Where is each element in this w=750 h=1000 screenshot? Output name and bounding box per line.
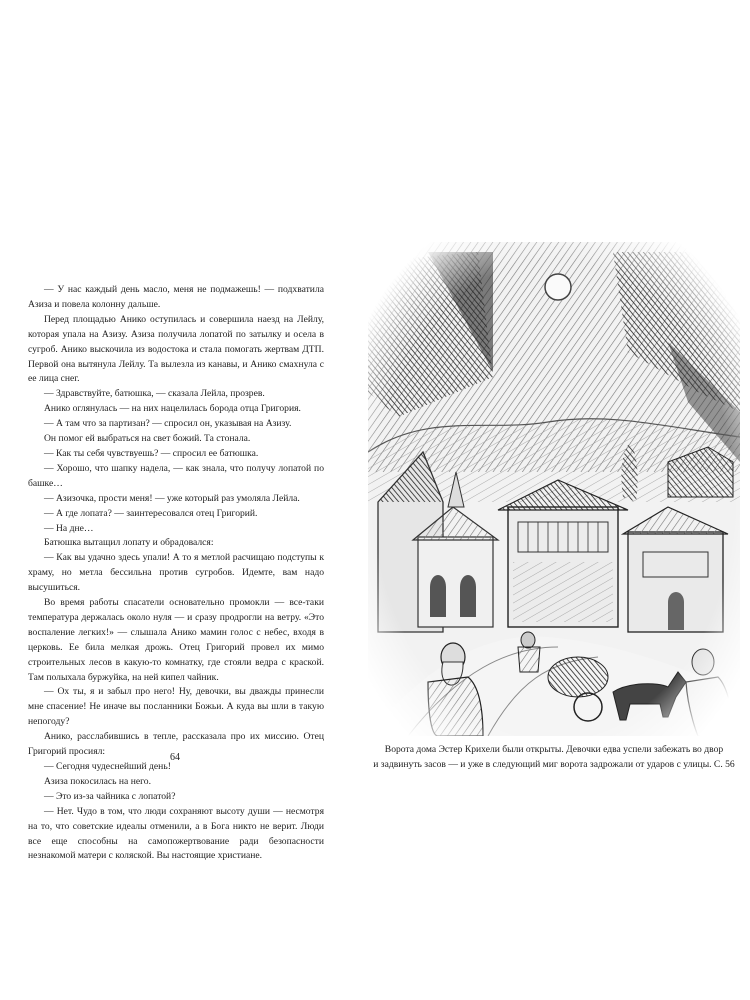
- paragraph: — Как вы удачно здесь упали! А то я метлой расчищаю подступы к храму, но метла бессильна против сугробов. Идемте, вам надо высушиться.: [28, 552, 324, 594]
- paragraph: — Ох ты, я и забыл про него! Ну, девочки, вы дважды принесли мне спасение! Не иначе вы посланники Божьи. А куда вы шли в такую непогоду?: [28, 686, 324, 728]
- paragraph: Азиза покосилась на него.: [44, 775, 151, 787]
- paragraph: — Как ты себя чувствуешь? — спросил ее батюшка.: [44, 447, 259, 459]
- paragraph: — Это из-за чайника с лопатой?: [44, 790, 176, 802]
- caption-line-2: и задвинуть засов — и уже в следующий миг ворота задрожали от ударов с улицы. С. 56: [373, 759, 735, 770]
- paragraph: — Азизочка, прости меня! — уже который раз умоляла Лейла.: [44, 492, 300, 504]
- paragraph: Во время работы спасатели основательно промокли — все-таки температура держалась около нуля — и сразу продрогли на ветру. «Это воспаление легких!» — слышала Анико мамин голос с небес, входя в церковь. Ее била мелкая дрожь. Отец Григорий провел их мимо строительных лесов в какую-то комнатку, где стояли ведра с краской. Там полыхала буржуйка, на ней кипел чайник.: [28, 597, 324, 683]
- paragraph: Анико, расслабившись в тепле, рассказала про их миссию. Отец Григорий просиял:: [28, 731, 324, 758]
- paragraph: — Здравствуйте, батюшка, — сказала Лейла, прозрев.: [44, 388, 265, 400]
- paragraph: Он помог ей выбраться на свет божий. Та стонала.: [44, 433, 251, 445]
- paragraph: — А где лопата? — заинтересовался отец Григорий.: [44, 507, 258, 519]
- paragraph: Перед площадью Анико оступилась и совершила наезд на Лейлу, которая упала на Азизу. Азиза получила лопатой по затылку и осела в сугроб. Анико выскочила из водостока и стала помогать жертвам ДТП. Первой она вытянула Лейлу. Та вылезла из канавы, и Анико смахнула с ее лица снег.: [28, 313, 324, 385]
- pencil-sketch-street-scene-icon: [368, 242, 740, 736]
- paragraph: — А там что за партизан? — спросил он, указывая на Азизу.: [44, 418, 292, 430]
- illustration-caption: [368, 742, 740, 772]
- paragraph: — У нас каждый день масло, меня не подмажешь! — подхватила Азиза и повела колонну дальше.: [28, 284, 324, 310]
- paragraph: Анико оглянулась — на них нацелилась борода отца Григория.: [44, 403, 301, 415]
- caption-line-1: Ворота дома Эстер Крихели были открыты. Девочки едва успели забежать во двор: [384, 744, 724, 755]
- paragraph: Батюшка вытащил лопату и обрадовался:: [44, 537, 214, 549]
- left-page-text: [28, 283, 324, 864]
- page-number: 64: [170, 752, 180, 763]
- paragraph: — Сегодня чудеснейший день!: [44, 761, 171, 772]
- paragraph: — Нет. Чудо в том, что люди сохраняют высоту души — несмотря на то, что советские идеалы отменили, а в Бога никто не верит. Люди все еще способны на самопожертвование ради безопасности незнакомой матери с коляской. Вы настоящие христиане.: [28, 805, 324, 862]
- paragraph: — Хорошо, что шапку надела, — как знала, что получу лопатой по башке…: [28, 462, 324, 489]
- paragraph: — На дне…: [44, 522, 94, 534]
